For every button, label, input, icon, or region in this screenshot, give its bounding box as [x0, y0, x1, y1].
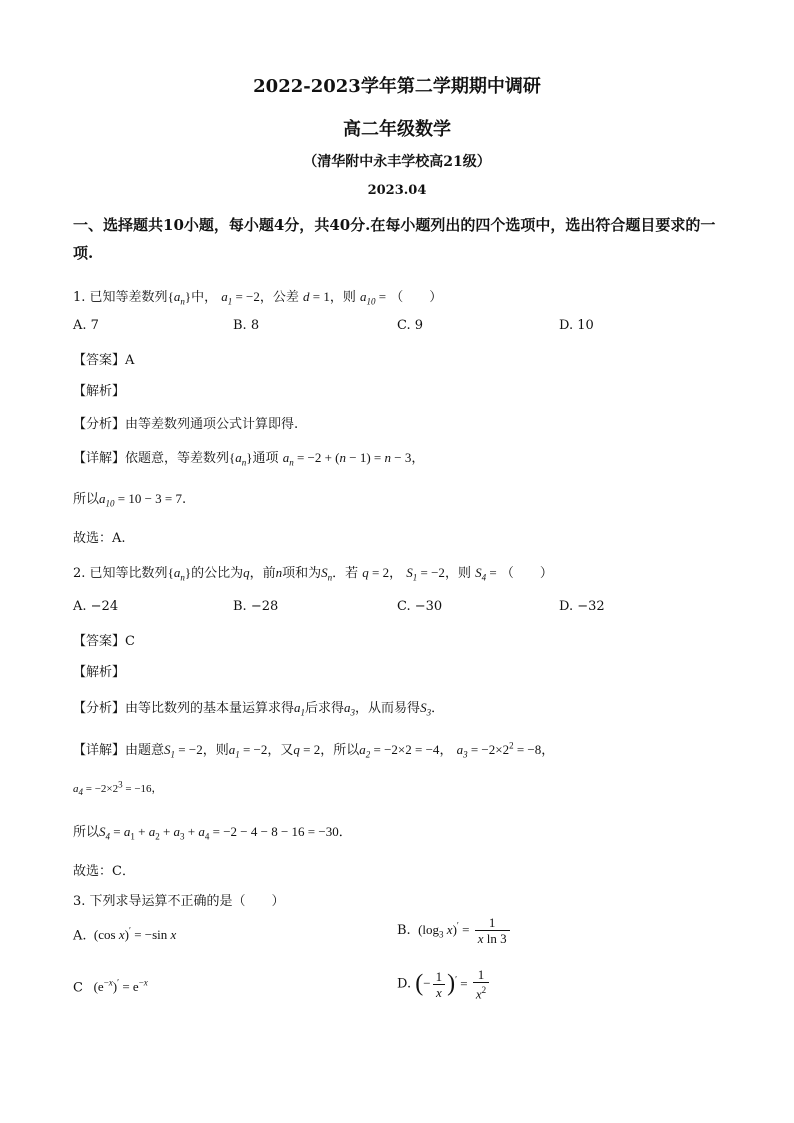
q2-detail-line2: $a_4 = -2\times 2^3 = -16$，: [73, 779, 163, 797]
q1-choose: 故选：A.: [73, 531, 126, 546]
section-heading: 一、选择题共10小题，每小题4分，共40分.在每小题列出的四个选项中，选出符合题目要求的一项.: [73, 216, 716, 262]
q2-option-b: B. −28: [233, 599, 279, 614]
doc-subtitle: 高二年级数学: [343, 119, 451, 140]
q1-fenxi: 【分析】由等差数列通项公式计算即得.: [73, 417, 299, 432]
q1-option-d: D. 10: [559, 318, 594, 333]
q2-option-d: D. −32: [559, 599, 605, 614]
q2-detail: 【详解】由题意$S_1 = -2$，则$a_1 = -2$，又q = 2，所以$a_2 = -2\times 2 = -4$， $a_3 = -2\times 2^2 = -8$，: [73, 740, 555, 760]
q2-analysis-tag: 【解析】: [73, 665, 126, 680]
q2-answer: 【答案】C: [73, 634, 135, 649]
q3-number: 3.: [73, 894, 86, 909]
q2-option-a: A. −24: [73, 599, 119, 614]
q1-option-a: A. 7: [73, 318, 99, 333]
doc-date: 2023.04: [367, 183, 427, 198]
doc-title: 2022-2023学年第二学期期中调研: [253, 76, 541, 97]
q1-analysis-tag: 【解析】: [73, 384, 126, 399]
q3-option-a: A. (cos x)′ = −sin x: [73, 926, 177, 944]
q1-detail: 【详解】依题意，等差数列$\{a_n\}$通项 $a_n = -2 + (n - 1) = n - 3$，: [73, 450, 425, 468]
q2-so: 所以$S_4 = a_1 + a_2 + a_3 + a_4 = -2 - 4 - 8 - 16 = -30$．: [73, 824, 352, 842]
q3-option-d: D. (− $\frac{1}{x}$ )′ = $\frac{1}{x^2}$: [397, 967, 491, 1001]
q1-number: 1.: [73, 290, 86, 305]
q1-so: 所以$a_{10} = 10 - 3 = 7$.: [73, 491, 187, 509]
q3-option-c: C $(e^{-x})' = e^{-x}$: [73, 978, 148, 996]
q2-option-c: C. −30: [397, 599, 443, 614]
doc-school: （清华附中永丰学校高21级）: [303, 154, 491, 170]
q1-option-c: C. 9: [397, 318, 424, 333]
q2-stem: 2. 已知等比数列$\{a_n\}$的公比为q，前n项和为$S_n$．若 q = 2， $S_1 = -2$，则 $S_4$ = （ ）: [73, 565, 553, 583]
q2-fenxi: 【分析】由等比数列的基本量运算求得$a_1$后求得$a_3$，从而易得$S_3$．: [73, 700, 445, 718]
q3-option-b: B. ($\log_3$ x)′ = $\frac{1}{\text{x ln 3}}$: [397, 915, 512, 946]
q1-option-b: B. 8: [233, 318, 260, 333]
q2-choose: 故选：C．: [73, 864, 135, 879]
q3-stem: 3. 下列求导运算不正确的是（ ）: [73, 894, 285, 909]
q2-number: 2.: [73, 566, 86, 581]
q1-stem: 1. 已知等差数列$\{a_n\}$中， $a_1 = -2$，公差 d = 1，则 $a_{10}$ = （ ）: [73, 289, 443, 307]
q1-answer: 【答案】A: [73, 353, 135, 368]
